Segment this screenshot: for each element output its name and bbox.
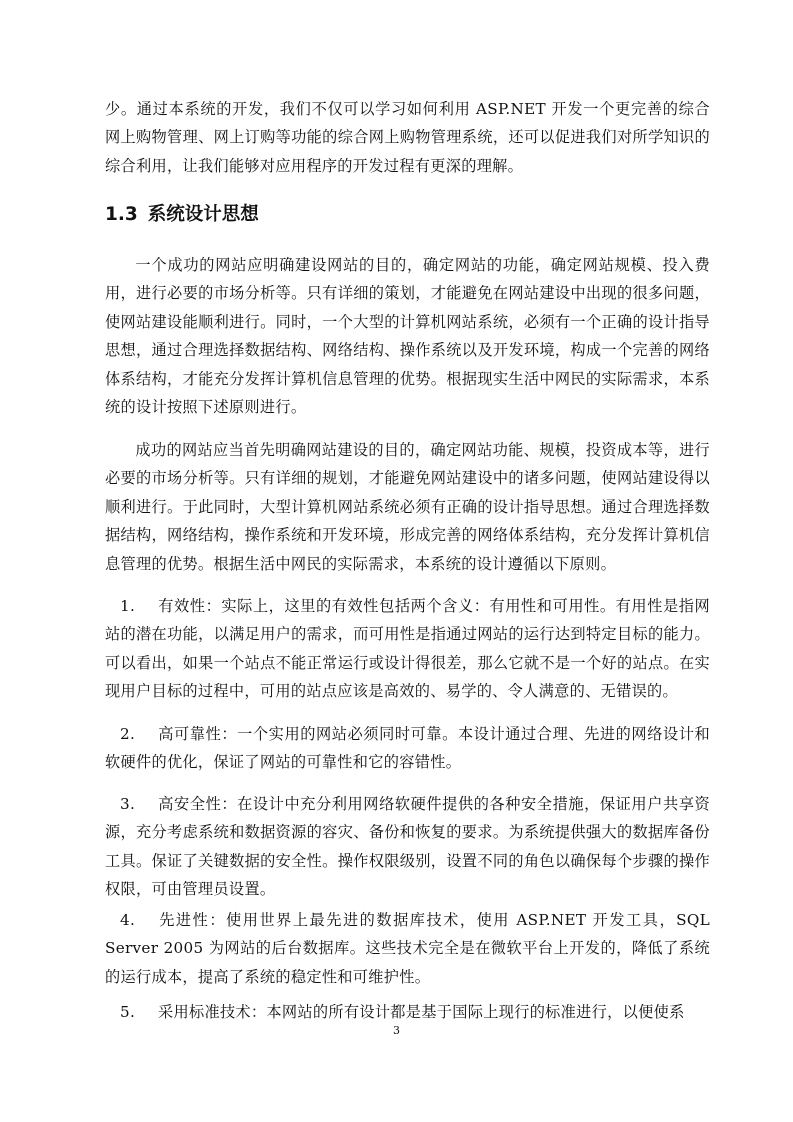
list-item-text: 采用标准技术：本网站的所有设计都是基于国际上现行的标准进行，以便使系 <box>158 1003 685 1021</box>
list-item-2 <box>105 720 710 777</box>
list-item-text: 高可靠性：一个实用的网站必须同时可靠。本设计通过合理、先进的网络设计和软硬件的优化，保证了网站的可靠性和它的容错性。 <box>105 725 710 772</box>
section-heading <box>105 200 259 226</box>
list-item-number: 5. <box>120 1003 136 1021</box>
list-item-4 <box>105 906 710 991</box>
list-item-text: 有效性：实际上，这里的有效性包括两个含义：有用性和可用性。有用性是指网站的潜在功能，以满足用户的需求，而可用性是指通过网站的运行达到特定目标的能力。可以看出，如果一个站点不能正常运行或设计得很差，那么它就不是一个好的站点。在实现用户目标的过程中，可用的站点应该是高效的、易学的、令人满意的、无错误的。 <box>105 597 710 701</box>
section-title: 系统设计思想 <box>147 204 259 225</box>
list-item-number: 4. <box>120 911 136 929</box>
body-paragraph-1: 一个成功的网站应明确建设网站的目的，确定网站的功能，确定网站规模、投入费用，进行必要的市场分析等。只有详细的策划，才能避免在网站建设中出现的很多问题，使网站建设能顺利进行。同时，一个大型的计算机网站系统，必须有一个正确的设计指导思想，通过合理选择数据结构、网络结构、操作系统以及开发环境，构成一个完善的网络体系结构，才能充分发挥计算机信息管理的优势。根据现实生活中网民的实际需求，本系统的设计按照下述原则进行。 <box>105 256 710 417</box>
page-number: 3 <box>393 1024 400 1037</box>
list-item-number: 2. <box>120 725 136 743</box>
list-item-5 <box>105 998 710 1026</box>
intro-paragraph: 少。通过本系统的开发，我们不仅可以学习如何利用 ASP.NET 开发一个更完善的综合网上购物管理、网上订购等功能的综合网上购物管理系统，还可以促进我们对所学知识的综合利用，让我们能够对应用程序的开发过程有更深的理解。 <box>105 100 710 175</box>
list-item-text: 先进性：使用世界上最先进的数据库技术，使用 ASP.NET 开发工具，SQL Server 2005 为网站的后台数据库。这些技术完全是在微软平台上开发的，降低了系统的运行成本，提高了系统的稳定性和可维护性。 <box>105 911 710 986</box>
list-item-text: 高安全性：在设计中充分利用网络软硬件提供的各种安全措施，保证用户共享资源，充分考虑系统和数据资源的容灾、备份和恢复的要求。为系统提供强大的数据库备份工具。保证了关键数据的安全性。操作权限级别，设置不同的角色以确保每个步骤的操作权限，可由管理员设置。 <box>105 795 710 899</box>
section-number: 1.3 <box>105 204 138 225</box>
list-item-number: 1. <box>120 597 136 615</box>
list-item-1 <box>105 592 710 706</box>
body-paragraph-2: 成功的网站应当首先明确网站建设的目的，确定网站功能、规模，投资成本等，进行必要的市场分析等。只有详细的规划，才能避免网站建设中的诸多问题，使网站建设得以顺利进行。于此同时，大型计算机网站系统必须有正确的设计指导思想。通过合理选择数据结构，网络结构，操作系统和开发环境，形成完善的网络体系结构，充分发挥计算机信息管理的优势。根据生活中网民的实际需求，本系统的设计遵循以下原则。 <box>105 441 710 573</box>
list-item-number: 3. <box>120 795 136 813</box>
list-item-3 <box>105 790 710 904</box>
